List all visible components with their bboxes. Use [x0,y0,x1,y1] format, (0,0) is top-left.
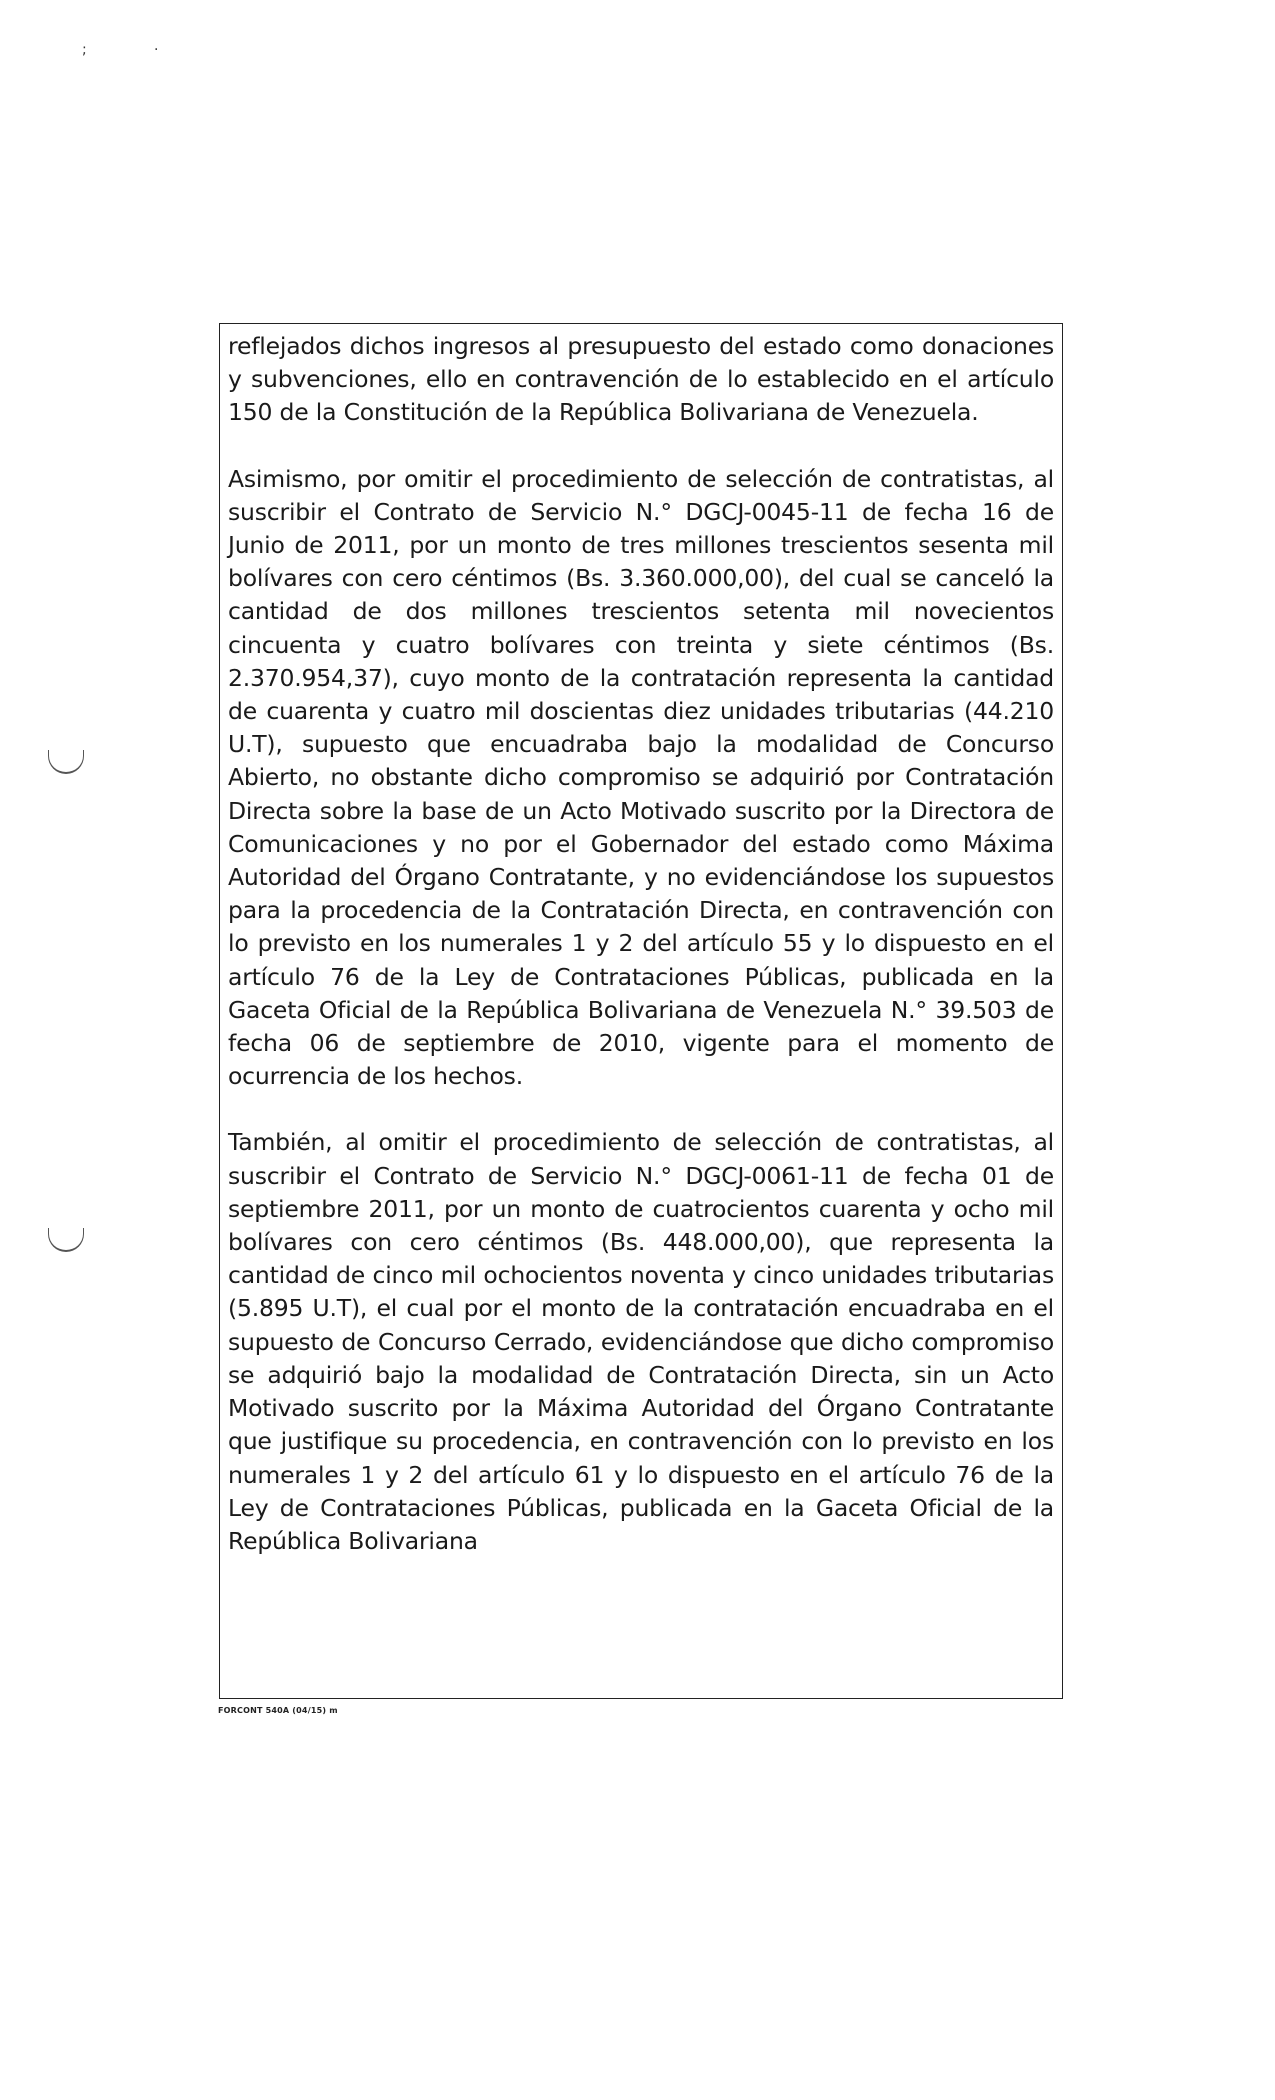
punch-hole-mark [48,750,84,774]
scan-mark: ; [82,42,87,58]
form-code-label: FORCONT 540A (04/15) m [218,1706,338,1715]
body-paragraph: reflejados dichos ingresos al presupuesto del estado como donaciones y subvenciones, ello en contravención de lo establecido en el artículo 150 de la Constitución de la República Bolivariana de Venezuela. [228,332,1054,427]
body-paragraph: Asimismo, por omitir el procedimiento de selección de contratistas, al suscribir el Contrato de Servicio N.° DGCJ-0045-11 de fecha 16 de Junio de 2011, por un monto de tres millones trescientos sesenta mil bolívares con cero céntimos (Bs. 3.360.000,00), del cual se canceló la cantidad de dos millones trescientos setenta mil novecientos cincuenta y cuatro bolívares con treinta y siete céntimos (Bs. 2.370.954,37), cuyo monto de la contratación representa la cantidad de cuarenta y cuatro mil doscientas diez unidades tributarias (44.210 U.T), supuesto que encuadraba bajo la modalidad de Concurso Abierto, no obstante dicho compromiso se adquirió por Contratación Directa sobre la base de un Acto Motivado suscrito por la Directora de Comunicaciones y no por el Gobernador del estado como Máxima Autoridad del Órgano Contratante, y no evidenciándose los supuestos para la procedencia de la Contratación Directa, en contravención con lo previsto en los numerales 1 y 2 del artículo 55 y lo dispuesto en el artículo 76 de la Ley de Contrataciones Públicas, publicada en la Gaceta Oficial de la República Bolivariana de Venezuela N.° 39.503 de fecha 06 de septiembre de 2010, vigente para el momento de ocurrencia de los hechos. [228,464,1054,1091]
body-paragraph: También, al omitir el procedimiento de selección de contratistas, al suscribir el Contrato de Servicio N.° DGCJ-0061-11 de fecha 01 de septiembre 2011, por un monto de cuatrocientos cuarenta y ocho mil bolívares con cero céntimos (Bs. 448.000,00), que representa la cantidad de cinco mil ochocientos noventa y cinco unidades tributarias (5.895 U.T), el cual por el monto de la contratación encuadraba en el supuesto de Concurso Cerrado, evidenciándose que dicho compromiso se adquirió bajo la modalidad de Contratación Directa, sin un Acto Motivado suscrito por la Máxima Autoridad del Órgano Contratante que justifique su procedencia, en contravención con lo previsto en los numerales 1 y 2 del artículo 61 y lo dispuesto en el artículo 76 de la Ley de Contrataciones Públicas, publicada en la Gaceta Oficial de la República Bolivariana [228,1128,1054,1555]
document-text-frame [219,323,1063,1699]
scan-mark: · [154,42,159,58]
punch-hole-mark [48,1228,84,1252]
